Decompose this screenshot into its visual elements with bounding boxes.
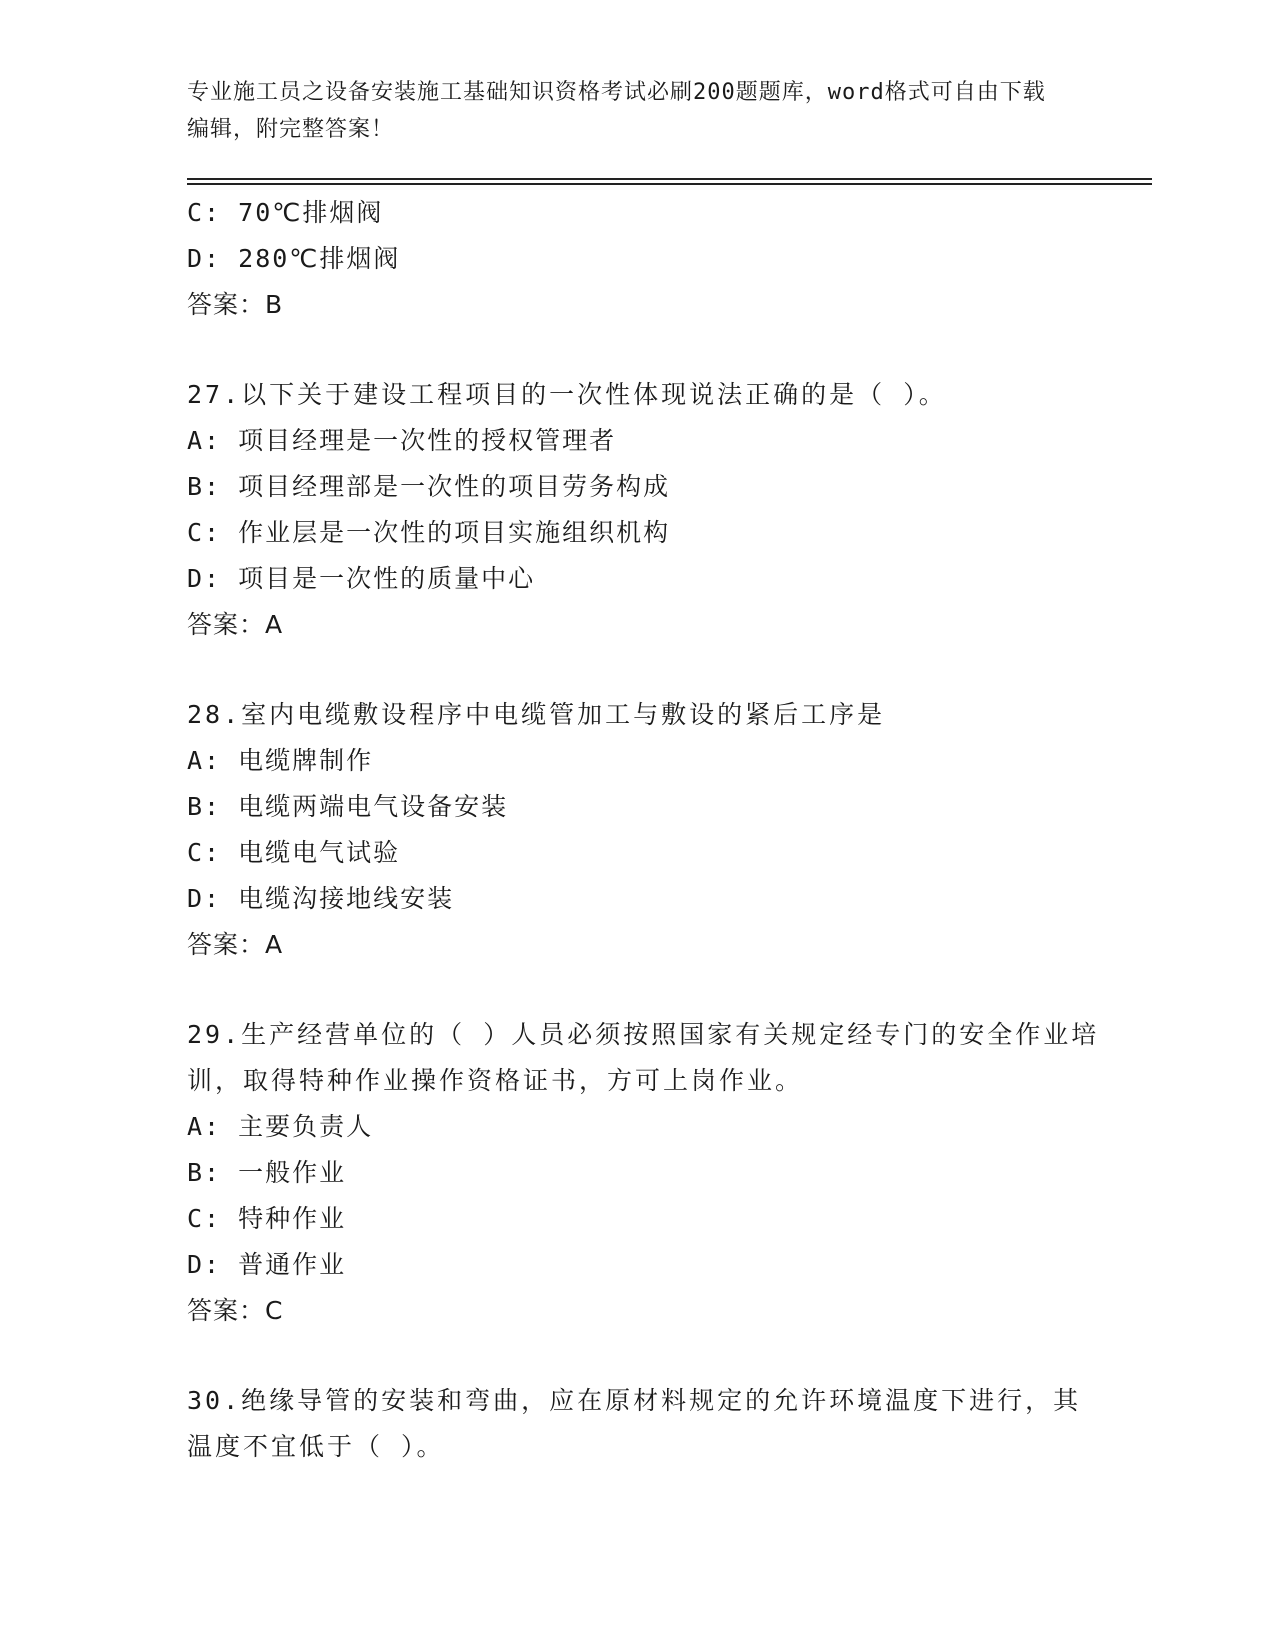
option-c: C: 特种作业: [187, 1204, 347, 1233]
option-a: A: 项目经理是一次性的授权管理者: [187, 426, 617, 455]
document-body: [187, 190, 1107, 1470]
option-b: B: 电缆两端电气设备安装: [187, 792, 509, 821]
option-c: C: 作业层是一次性的项目实施组织机构: [187, 518, 671, 547]
question-29: [187, 1012, 1107, 1334]
question-30: [187, 1378, 1107, 1470]
question-stem: 27.以下关于建设工程项目的一次性体现说法正确的是（ ）。: [187, 380, 947, 409]
document-header: 专业施工员之设备安装施工基础知识资格考试必刷200题题库，word格式可自由下载编辑，附完整答案！: [187, 80, 1046, 142]
option-b: B: 项目经理部是一次性的项目劳务构成: [187, 472, 671, 501]
question-28: [187, 692, 1107, 968]
option-d: D: 普通作业: [187, 1250, 347, 1279]
option-d: D: 项目是一次性的质量中心: [187, 564, 536, 593]
option-c: C: 70℃排烟阀: [187, 198, 384, 227]
question-27: [187, 372, 1107, 648]
answer-line: 答案：A: [187, 610, 284, 639]
question-stem: 28.室内电缆敷设程序中电缆管加工与敷设的紧后工序是: [187, 700, 886, 729]
question-stem: 30.绝缘导管的安装和弯曲，应在原材料规定的允许环境温度下进行，其温度不宜低于（ ）。: [187, 1386, 1082, 1461]
option-a: A: 主要负责人: [187, 1112, 374, 1141]
answer-line: 答案：C: [187, 1296, 284, 1325]
continued-question: [187, 190, 1107, 328]
header-rule-top: [187, 178, 1152, 180]
option-b: B: 一般作业: [187, 1158, 347, 1187]
option-c: C: 电缆电气试验: [187, 838, 401, 867]
option-d: D: 280℃排烟阀: [187, 244, 401, 273]
question-stem: 29.生产经营单位的（ ）人员必须按照国家有关规定经专门的安全作业培训，取得特种作业操作资格证书，方可上岗作业。: [187, 1020, 1100, 1095]
answer-line: 答案：B: [187, 290, 284, 319]
option-d: D: 电缆沟接地线安装: [187, 884, 455, 913]
option-a: A: 电缆牌制作: [187, 746, 374, 775]
header-rule-bottom: [187, 183, 1152, 185]
answer-line: 答案：A: [187, 930, 284, 959]
